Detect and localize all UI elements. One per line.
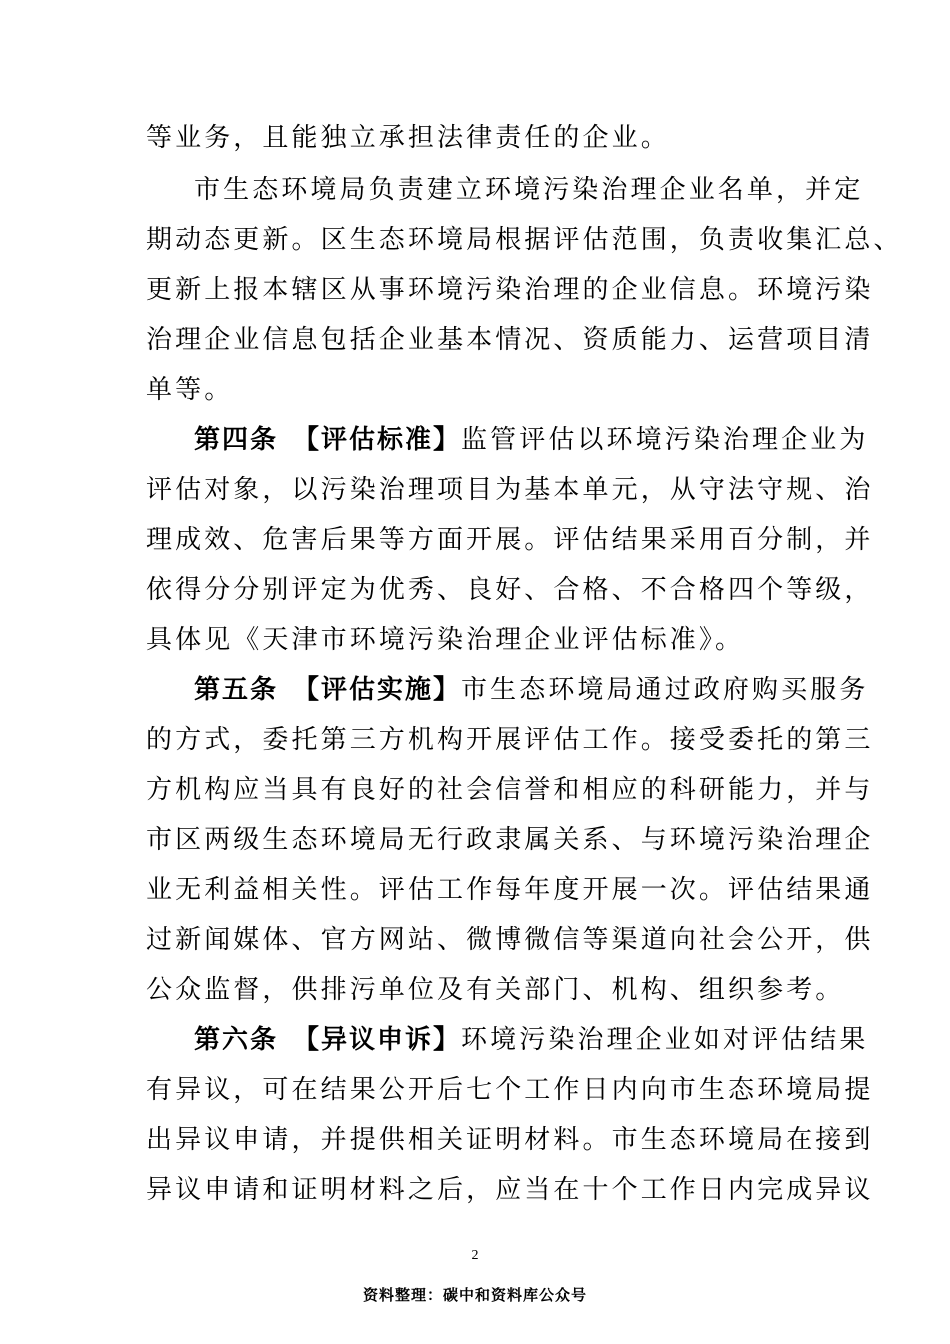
paragraph-line: 等业务，且能独立承担法律责任的企业。 [146,123,670,153]
paragraph-line: 市区两级生态环境局无行政隶属关系、与环境污染治理企 [146,825,874,855]
article-4-first-line [194,420,868,460]
article-5-heading: 第五条 【评估实施】 [194,675,462,705]
paragraph-line: 有异议，可在结果公开后七个工作日内向市生态环境局提 [146,1075,874,1105]
article-6-text: 环境污染治理企业如对评估结果 [461,1025,869,1055]
article-4-heading: 第四条 【评估标准】 [194,425,462,455]
article-6-first-line [194,1020,868,1060]
paragraph-line: 的方式，委托第三方机构开展评估工作。接受委托的第三 [146,725,874,755]
paragraph-line: 更新上报本辖区从事环境污染治理的企业信息。环境污染 [146,275,874,305]
paragraph-line: 具体见《天津市环境污染治理企业评估标准》。 [146,625,745,655]
paragraph-line: 治理企业信息包括企业基本情况、资质能力、运营项目清 [146,325,874,355]
paragraph-line: 期动态更新。区生态环境局根据评估范围，负责收集汇总、 [146,225,903,255]
paragraph-line: 市生态环境局负责建立环境污染治理企业名单，并定 [194,175,864,205]
article-4-text: 监管评估以环境污染治理企业为 [461,425,869,455]
paragraph-line: 公众监督，供排污单位及有关部门、机构、组织参考。 [146,975,845,1005]
paragraph-line: 单等。 [146,375,234,405]
paragraph-line: 理成效、危害后果等方面开展。评估结果采用百分制，并 [146,525,874,555]
paragraph-line: 依得分分别评定为优秀、良好、合格、不合格四个等级， [146,575,874,605]
paragraph-line: 评估对象，以污染治理项目为基本单元，从守法守规、治 [146,475,874,505]
paragraph-line: 业无利益相关性。评估工作每年度开展一次。评估结果通 [146,875,874,905]
paragraph-line: 异议申请和证明材料之后，应当在十个工作日内完成异议 [146,1175,874,1205]
article-6-heading: 第六条 【异议申诉】 [194,1025,462,1055]
paragraph-line: 方机构应当具有良好的社会信誉和相应的科研能力，并与 [146,775,874,805]
article-5-text: 市生态环境局通过政府购买服务 [461,675,869,705]
paragraph-line: 过新闻媒体、官方网站、微博微信等渠道向社会公开，供 [146,925,874,955]
paragraph-line: 出异议申请，并提供相关证明材料。市生态环境局在接到 [146,1125,874,1155]
footer-note: 资料整理：碳中和资料库公众号 [362,1286,587,1304]
page-number: 2 [471,1248,479,1263]
article-5-first-line [194,670,868,710]
